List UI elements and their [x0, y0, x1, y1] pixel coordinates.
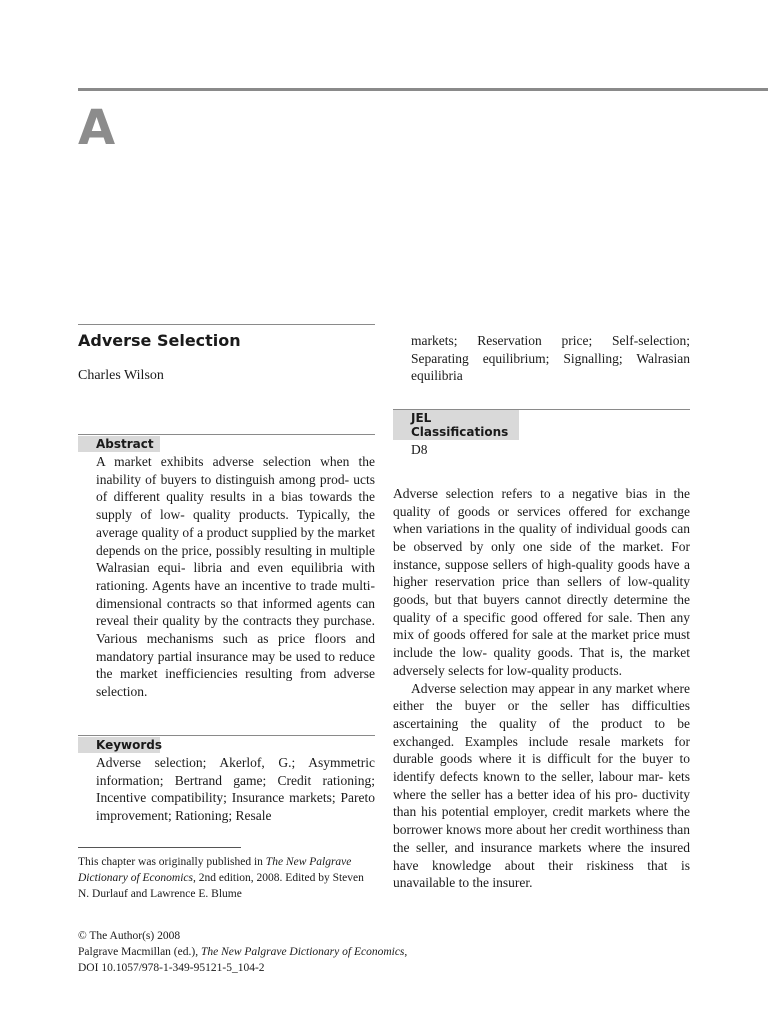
- citation-suffix: ,: [404, 946, 408, 958]
- footnote-book: The New Palgrave Dictionary of Economics: [78, 855, 352, 884]
- footnote-prefix: This chapter was originally published in: [78, 855, 266, 868]
- abstract-text: A market exhibits adverse selection when the inability of buyers to distinguish among prod- ucts of different quality results in a bias towards the supply of low- quality products. Typically, the average quality of a product supplied by the market depends on the price, possibly resulting in multiple Walrasian equi- libria and even equilibria with rationing. Agents have an incentive to trade multi- dimensional contracts so that informed agents can reveal their quality by the contracts they purchase. Various mechanisms such as price floors and mandatory partial insurance may be used to reduce the market inefficiencies resulting from adverse selection.: [96, 454, 375, 700]
- footnote-rule: [78, 847, 241, 848]
- citation-line: [78, 944, 407, 960]
- jel-section: [393, 409, 690, 459]
- abstract-rule: [78, 434, 375, 435]
- doi-line: DOI 10.1057/978-1-349-95121-5_104-2: [78, 962, 265, 974]
- copyright-line: © The Author(s) 2008: [78, 930, 181, 942]
- author-name: Charles Wilson: [78, 368, 164, 383]
- body-paragraph-1: Adverse selection refers to a negative bias in the quality of goods or services offered for exchange when variations in the quality of individual goods can be observed by only one side of the market. For instance, suppose sellers of high-quality goods have a higher reservation price than sellers of low-quality goods, but that buyers cannot directly determine the quality of a specific good offered for sale. Then any mix of goods offered for sale at the market price must include the low- quality goods. That is, the market adversely selects for low-quality products.: [393, 485, 690, 678]
- keywords-section: [78, 735, 375, 825]
- left-column: [78, 324, 375, 902]
- keywords-continued: markets; Reservation price; Self-selection; Separating equilibrium; Signalling; Walrasian equilibria: [411, 333, 690, 384]
- abstract-label: Abstract: [78, 436, 160, 452]
- citation-book: The New Palgrave Dictionary of Economics: [200, 946, 405, 958]
- footnote-suffix: , 2nd edition, 2008. Edited by Steven N. Durlauf and Lawrence E. Blume: [78, 871, 364, 900]
- body-paragraph-2: Adverse selection may appear in any market where either the buyer or the seller has difficulties ascertaining the quality of the product to be exchanged. Examples include resale markets for durable goods where it is difficult for the buyer to identify defects known to the seller, labour mar- kets where the seller has a better idea of his pro- ductivity than his potential employer, credit markets where the borrower knows more about her credit worthiness than the seller, and insurance markets where the insured have knowledge about their riskiness that is unavailable to the insurer.: [393, 680, 690, 891]
- title-rule: [78, 324, 375, 325]
- footnote-section: [78, 847, 375, 902]
- jel-label: JEL Classifications: [393, 410, 519, 440]
- top-rule: [78, 88, 768, 91]
- footnote-text: [78, 854, 375, 902]
- body-text: [393, 485, 690, 892]
- citation-prefix: Palgrave Macmillan (ed.),: [78, 946, 201, 958]
- chapter-letter: A: [78, 100, 116, 156]
- abstract-section: [78, 434, 375, 701]
- keywords-rule: [78, 735, 375, 736]
- right-column: [393, 324, 690, 892]
- keywords-label: Keywords: [78, 737, 160, 753]
- article-title: Adverse Selection: [78, 331, 241, 350]
- jel-value: D8: [411, 442, 428, 458]
- keywords-text: Adverse selection; Akerlof, G.; Asymmetric information; Bertrand game; Credit rationing; Incentive compatibility; Insurance markets; Pareto improvement; Rationing; Resale: [96, 754, 375, 823]
- copyright-block: [78, 928, 407, 976]
